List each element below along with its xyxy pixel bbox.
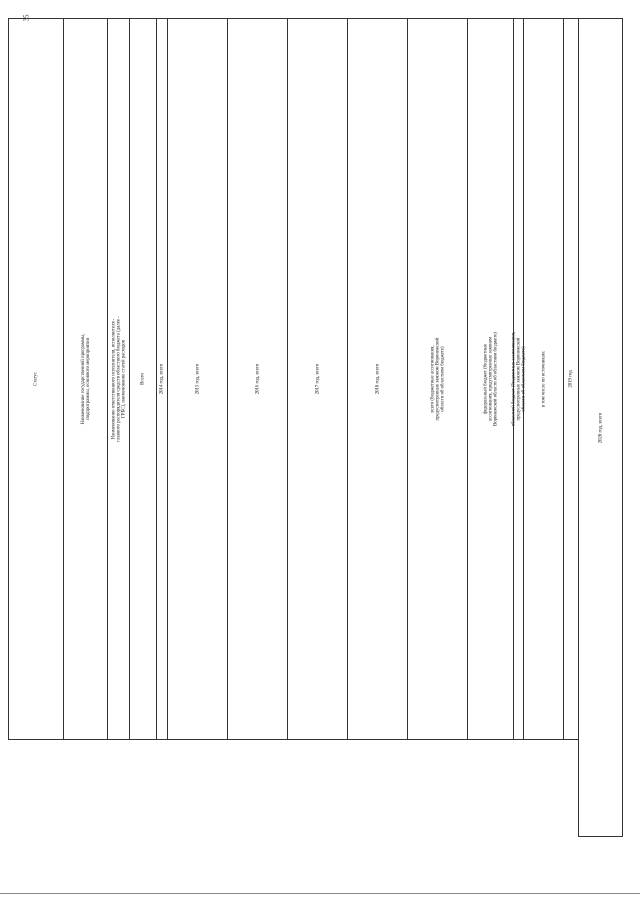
budget-table — [8, 18, 622, 837]
header-cell-y2020: 2020 год, всего — [579, 19, 623, 837]
page-number: 35 — [22, 14, 31, 22]
header-cell-y2019-regional: областной бюджет (бюджетные ассигнования, предусмотренные законом Воронежской области об областном бюджете) — [514, 19, 524, 740]
header-cell-y2018: 2018 год, всего — [348, 19, 408, 740]
header-cell-y2014: 2014 год, всего — [157, 19, 168, 740]
header-cell-total: Всего — [130, 19, 157, 740]
header-cell-status: Статус — [9, 19, 64, 740]
header-cell-y2019: 2019 год — [564, 19, 579, 740]
header-cell-y2019-total: всего (бюджетные ассигнования, предусмотренные законом Воронежской области об областном бюджете) — [408, 19, 468, 740]
header-cell-executor: Наименование ответственного исполнителя, исполнителя - главного распорядителя средств областного бюджета (далее - ГРБС), наименование статей расходов — [108, 19, 130, 740]
header-cell-y2015: 2015 год, всего — [168, 19, 228, 740]
header-cell-incl-sources: в том числе по источникам: — [524, 19, 564, 740]
header-cell-y2017: 2017 год, всего — [288, 19, 348, 740]
footer-rule — [0, 893, 640, 894]
header-cell-y2019-federal: федеральный бюджет (бюджетные ассигнования, предусмотренные законом Воронежской области об областном бюджете) — [468, 19, 514, 740]
header-cell-y2016: 2016 год, всего — [228, 19, 288, 740]
header-cell-program: Наименование государственной программы, подпрограммы, основного мероприятия — [64, 19, 108, 740]
